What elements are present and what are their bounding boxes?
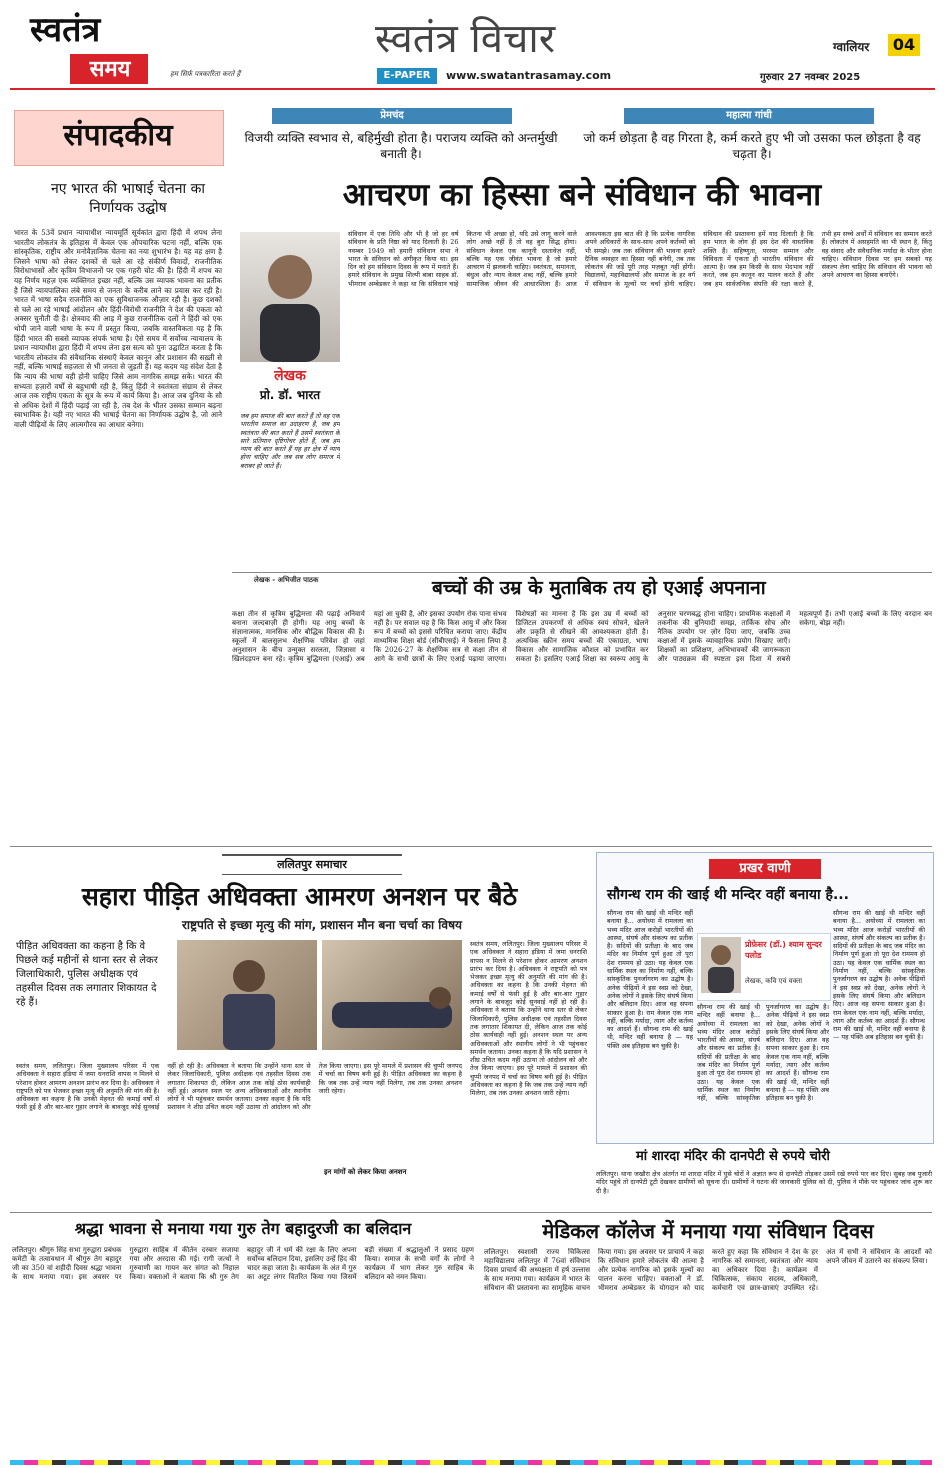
divider-3: [10, 1212, 932, 1213]
ai-author: लेखक - अभिजीत पाठक: [254, 576, 319, 584]
lalitpur-banner: ललितपुर समाचार: [222, 854, 402, 875]
logo-top: स्वतंत्र: [30, 10, 101, 50]
medical-headline: मेडिकल कॉलेज में मनाया गया संविधान दिवस: [542, 1219, 874, 1243]
author-portrait-icon: [701, 937, 741, 993]
lalitpur-body-left: स्वतंत्र समय, ललितपुर। जिला मुख्यालय परिसर में एक अधिवक्ता ने सहारा इंडिया में जमा धनराशि वापस न मिलने से परेशान होकर आमरण अनशन प्रारंभ कर दिया है। अधिवक्ता ने राष्ट्रपति को पत्र भेजकर इच्छा मृत्यु की अनुमति की मांग की है। अधिवक्ता का कहना है कि उनकी मेहनत की कमाई वर्षों से फंसी हुई है और बार-बार गुहार लगाने के बावजूद कोई सुनवाई नहीं हो रही है। अधिवक्ता ने बताया कि उन्होंने थाना स्तर से लेकर जिलाधिकारी, पुलिस अधीक्षक एवं तहसील दिवस तक लगातार शिकायत दी, लेकिन आज तक कोई ठोस कार्यवाही नहीं हुई। अनशन स्थल पर अन्य अधिवक्ताओं और स्थानीय लोगों ने भी पहुंचकर समर्थन जताया। उनका कहना है कि यदि प्रशासन ने शीघ्र उचित कदम नहीं उठाया तो आंदोलन को और तेज किया जाएगा। इस पूरे मामले में प्रशासन की चुप्पी जनपद में चर्चा का विषय बनी हुई है। पीड़ित अधिवक्ता का कहना है कि जब तक उन्हें न्याय नहीं मिलेगा, तब तक उनका अनशन जारी रहेगा।: [16, 1062, 462, 1112]
paper-name: स्वतंत्र विचार: [375, 16, 556, 62]
prakhar-headline: सौगन्ध राम की खाई थी मन्दिर वहीं बनाया है...: [607, 887, 849, 903]
main-body: संविधान में एक तिथि और भी है जो हर वर्ष संविधान के प्रति निष्ठा को याद दिलाती है। 26 नवम्बर 1949 को हमारी संविधान सभा ने भारत के संविधान को अंगीकृत किया था। इस दिन को हम संविधान दिवस के रूप में मनाते हैं। हमारे संविधान के प्रमुख शिल्पी बाबा साहब डॉ. भीमराव अम्बेडकर ने कहा था कि संविधान चाहे कितना भी अच्छा हो, यदि उसे लागू करने वाले लोग अच्छे नहीं हैं तो वह बुरा सिद्ध होगा। संविधान केवल एक कानूनी दस्तावेज़ नहीं, बल्कि यह एक जीवंत भावना है जो हमारे आचरण में झलकनी चाहिए। स्वतंत्रता, समानता, बंधुत्व और न्याय केवल शब्द नहीं, बल्कि हमारे सामाजिक जीवन की आधारशिला हैं। आज आवश्यकता इस बात की है कि प्रत्येक नागरिक अपने अधिकारों के साथ-साथ अपने कर्तव्यों को भी समझे। जब तक संविधान की भावना हमारे दैनिक व्यवहार का हिस्सा नहीं बनेगी, तब तक लोकतंत्र की जड़ें पूरी तरह मज़बूत नहीं होंगी। विद्यालयों, महाविद्यालयों और समाज के हर वर्ग में संविधान के मूल्यों पर चर्चा होनी चाहिए। संविधान की प्रस्तावना हमें याद दिलाती है कि हम भारत के लोग ही इस देश की वास्तविक शक्ति हैं। सहिष्णुता, परस्पर सम्मान और विविधता में एकता ही भारतीय संविधान की आत्मा है। जब हम किसी के साथ भेदभाव नहीं करते, जब हम कानून का पालन करते हैं और जब हम सार्वजनिक संपत्ति की रक्षा करते हैं, तभी हम सच्चे अर्थों में संविधान का सम्मान करते हैं। लोकतंत्र में असहमति का भी स्थान है, किंतु वह संवाद और संवैधानिक मर्यादा के भीतर होना चाहिए। संविधान दिवस पर हम सबको यह संकल्प लेना चाहिए कि संविधान की भावना को अपने आचरण का हिस्सा बनाएँगे।: [348, 230, 932, 288]
editorial-body: भारत के 53वें प्रधान न्यायाधीश न्यायमूर्ति सूर्यकांत द्वारा हिंदी में शपथ लेना भारतीय लोकतंत्र के इतिहास में केवल एक औपचारिक घटना नहीं, बल्कि एक सांस्कृतिक, राष्ट्रीय और मनोवैज्ञानिक चेतना का नया शुभारंभ है। यह वह क्षण है जिसने भाषा को लेकर दशकों से चले आ रहे संकीर्ण विवादों, राजनीतिक विरोधाभासों और कृत्रिम विभाजनों पर एक गहरी चोट की है। हिंदी में शपथ का यह निर्णय महज़ एक व्यक्तिगत इच्छा नहीं, बल्कि उस व्यापक भावना का प्रतीक है जिसे न्यायपालिका लंबे समय से जनता के करीब लाने का प्रयास कर रही है। भारत में भाषा सदैव राजनीति का एक सुविधाजनक औज़ार रही है। कुछ दशकों से चले आ रहे भाषाई आंदोलन और हिंदी-विरोधी राजनीति ने देश की एकता को अक्सर चुनौती दी है। क्षेत्रवाद की आड़ में कुछ राजनीतिक दलों ने हिंदी को एक थोपी जाने वाली भाषा के रूप में प्रस्तुत किया, जबकि वास्तविकता यह है कि हिंदी भारत की सबसे व्यापक संपर्क भाषा है। ऐसे समय में सर्वोच्च न्यायालय के प्रधान न्यायाधीश द्वारा हिंदी में शपथ लेना इस सत्य को पुनः उद्घाटित करता है कि भारतीय लोकतंत्र की संवैधानिक संस्थाएँ केवल कानून और प्रशासन की सख़्ती से नहीं, बल्कि भाषाई सहजता से भी जनता से जुड़ती हैं। यह कदम यह संदेश देता है कि न्याय की भाषा वही होनी चाहिए जिसे आम नागरिक समझ सके। भारत की सभ्यता हज़ारों वर्षों से बहुभाषी रही है, किंतु हिंदी ने स्वतंत्रता संग्राम से लेकर आज तक राष्ट्रीय एकता के सूत्र के रूप में कार्य किया है। आज जब दुनिया के सौ से अधिक देशों में हिंदी पढ़ाई जा रही है, तब देश के भीतर उसका सम्मान बढ़ना स्वाभाविक है। यही नए भारत की भाषाई चेतना का निर्णायक उद्घोष है, जो आने वाली पीढ़ियों के लिए आत्मगौरव का आधार बनेगा।: [14, 228, 222, 429]
city-label: ग्वालियर: [833, 40, 870, 54]
medical-article: [484, 1218, 932, 1456]
divider-2: [10, 846, 932, 847]
prakhar-body-mid: सौगन्ध राम की खाई थी मन्दिर वहीं बनाया है... अयोध्या में रामलला का भव्य मंदिर आज करोड़ों भारतीयों की आस्था, संघर्ष और संकल्प का प्रतीक है। सदियों की प्रतीक्षा के बाद जब मंदिर का निर्माण पूर्ण हुआ तो पूरा देश राममय हो उठा। यह केवल एक धार्मिक स्थल का निर्माण नहीं, बल्कि सांस्कृतिक पुनर्जागरण का उद्घोष है। अनेक पीढ़ियों ने इस स्वप्न को देखा, अनेक लोगों ने इसके लिए संघर्ष किया और बलिदान दिए। आज वह सपना साकार हुआ है। राम केवल एक नाम नहीं, बल्कि मर्यादा, त्याग और कर्तव्य का आदर्श हैं। सौगन्ध राम की खाई थी, मन्दिर वहीं बनाया है — यह पंक्ति अब इतिहास बन चुकी है।: [697, 1003, 829, 1103]
quote-text-premchand: विजयी व्यक्ति स्वभाव से, बहिर्मुखी होता है। पराजय व्यक्ति को अन्तर्मुखी बनाती है।: [244, 131, 558, 161]
lalitpur-section: [12, 850, 587, 1180]
shraddha-body: ललितपुर। श्रीगुरु सिंह सभा गुरुद्वारा प्रबंधक कमेटी के तत्वावधान में श्रीगुरु तेग बहादुर जी का 350 वां शहीदी दिवस श्रद्धा भावना के साथ मनाया गया। इस अवसर पर गुरुद्वारा साहिब में कीर्तन दरबार सजाया गया और अरदास की गई। रागी जत्थों ने गुरुवाणी का गायन कर संगत को निहाल किया। वक्ताओं ने बताया कि श्री गुरु तेग बहादुर जी ने धर्म की रक्षा के लिए अपना सर्वोच्च बलिदान दिया, इसलिए उन्हें हिंद की चादर कहा जाता है। कार्यक्रम के अंत में गुरु का अटूट लंगर वितरित किया गया जिसमें बड़ी संख्या में श्रद्धालुओं ने प्रसाद ग्रहण किया। समाज के सभी वर्गों के लोगों ने कार्यक्रम में भाग लेकर गुरु साहिब के बलिदान को नमन किया।: [12, 1246, 474, 1281]
prakhar-section: [596, 852, 934, 1144]
divider-1: [232, 572, 932, 573]
theft-body: ललितपुर। थाना जखौरा क्षेत्र अंतर्गत मां शारदा मंदिर में घुसे चोरों ने अज्ञात रूप से दानपेटी तोड़कर उसमें रखे रुपये पार कर दिए। सुबह जब पुजारी मंदिर पहुंचे तो दानपेटी टूटी देखकर ग्रामीणों को सूचना दी। ग्रामीणों ने घटना की जानकारी पुलिस को दी, पुलिस ने मौके पर पहुंचकर जांच शुरू कर दी है।: [596, 1170, 932, 1195]
author-photo: [240, 232, 340, 362]
ai-article: [232, 576, 932, 841]
shraddha-headline: श्रद्धा भावना से मनाया गया गुरु तेग बहादुरजी का बलिदान: [74, 1219, 412, 1238]
quote-author-gandhi: महात्मा गांधी: [624, 108, 874, 124]
theft-news: [596, 1148, 932, 1210]
masthead: [0, 0, 945, 92]
lalitpur-subheadline: राष्ट्रपति से इच्छा मृत्यु की मांग, प्रशासन मौन बना चर्चा का विषय: [181, 918, 462, 932]
website-link[interactable]: www.swatantrasamay.com: [446, 69, 612, 82]
page-number: 04: [888, 34, 920, 56]
theft-headline: मां शारदा मंदिर की दानपेटी से रुपये चोरी: [636, 1149, 830, 1164]
editorial-title: संपादकीय: [63, 118, 173, 153]
person-photo-icon: [177, 940, 317, 1050]
prakhar-author-photo: [701, 937, 741, 993]
editorial-section: [14, 100, 222, 872]
author-name: प्रो. डॉ. भारत: [259, 388, 321, 402]
masthead-rule: [10, 88, 935, 90]
prakhar-author-role: लेखक, कवि एवं वक्ता: [745, 977, 803, 985]
quote-text-gandhi: जो कर्म छोड़ता है वह गिरता है, कर्म करते हुए भी जो उसका फल छोड़ता है वह चढ़ता है।: [583, 131, 921, 161]
prakhar-body: सौगन्ध राम की खाई थी मन्दिर वहीं बनाया है... अयोध्या में रामलला का भव्य मंदिर आज करोड़ों भारतीयों की आस्था, संघर्ष और संकल्प का प्रतीक है। सदियों की प्रतीक्षा के बाद जब मंदिर का निर्माण पूर्ण हुआ तो पूरा देश राममय हो उठा। यह केवल एक धार्मिक स्थल का निर्माण नहीं, बल्कि सांस्कृतिक पुनर्जागरण का उद्घोष है। अनेक पीढ़ियों ने इस स्वप्न को देखा, अनेक लोगों ने इसके लिए संघर्ष किया और बलिदान दिए। आज वह सपना साकार हुआ है। राम केवल एक नाम नहीं, बल्कि मर्यादा, त्याग और कर्तव्य का आदर्श हैं। सौगन्ध राम की खाई थी, मन्दिर वहीं बनाया है — यह पंक्ति अब इतिहास बन चुकी है।: [607, 909, 693, 1050]
editorial-headline: नए भारत की भाषाई चेतना का निर्णायक उद्घोष: [50, 181, 206, 216]
epaper-label: E-PAPER: [377, 68, 437, 84]
tagline: हम सिर्फ़ पत्रकारिता करते हैं: [170, 70, 241, 78]
ai-body: कक्षा तीन से कृत्रिम बुद्धिमत्ता की पढ़ाई अनिवार्य बनाना जल्दबाज़ी ही होगी। यह आयु बच्चों के संज्ञानात्मक, मानसिक और बौद्धिक विकास की है। स्कूलों में बालसुलभ शैक्षणिक परिवेश हो जहां अनुशासन के बीच उन्मुक्त सरलता, जिज्ञासा व खिलंदड़पन बना रहे। कृत्रिम बुद्धिमत्ता (एआई) अब यहां आ चुकी है, और इसका उपयोग रोक पाना संभव नहीं है। पर सवाल यह है कि किस आयु में और किस रूप में बच्चों को इससे परिचित कराया जाए। केंद्रीय माध्यमिक शिक्षा बोर्ड (सीबीएसई) ने फैसला लिया है कि 2026-27 के शैक्षणिक सत्र से कक्षा तीन से आगे के सभी छात्रों के लिए एआई पढ़ाया जाएगा। विशेषज्ञों का मानना है कि इस उम्र में बच्चों को डिजिटल उपकरणों से अधिक स्वयं सोचने, खेलने और प्रकृति से सीखने की आवश्यकता होती है। अत्यधिक स्क्रीन समय बच्चों की एकाग्रता, भाषा विकास और सामाजिक कौशल को प्रभावित कर सकता है। इसलिए एआई शिक्षा का स्वरूप आयु के अनुसार चरणबद्ध होना चाहिए। प्राथमिक कक्षाओं में तकनीक की बुनियादी समझ, तार्किक सोच और नैतिक उपयोग पर ज़ोर दिया जाए, जबकि उच्च कक्षाओं में इसके व्यावहारिक प्रयोग सिखाए जाएँ। शिक्षकों का प्रशिक्षण, अभिभावकों की जागरूकता और पाठ्यक्रम की स्पष्टता इस दिशा में सबसे महत्वपूर्ण हैं। तभी एआई बच्चों के लिए वरदान बन सकेगा, बोझ नहीं।: [232, 610, 932, 663]
print-registration-strip: [10, 1460, 932, 1465]
medical-body: ललितपुर। स्वशासी राज्य चिकित्सा महाविद्यालय ललितपुर में 76वां संविधान दिवस प्राचार्य की अध्यक्षता में हर्ष उल्लास के साथ मनाया गया। कार्यक्रम में भारत के संविधान की प्रस्तावना का सामूहिक वाचन किया गया। इस अवसर पर प्राचार्य ने कहा कि संविधान हमारे लोकतंत्र की आत्मा है और प्रत्येक नागरिक को इसके मूल्यों का पालन करना चाहिए। वक्ताओं ने डॉ. भीमराव अम्बेडकर के योगदान को याद करते हुए कहा कि संविधान ने देश के हर नागरिक को समानता, स्वतंत्रता और न्याय का अधिकार दिया है। कार्यक्रम में चिकित्सक, संकाय सदस्य, अधिकारी, कर्मचारी एवं छात्र-छात्राएं उपस्थित रहे। अंत में सभी ने संविधान के आदर्शों को अपने जीवन में उतारने का संकल्प लिया।: [484, 1248, 932, 1292]
quote-gandhi: [574, 108, 930, 166]
lalitpur-photo-2: [322, 940, 462, 1050]
prakhar-body-right: सौगन्ध राम की खाई थी मन्दिर वहीं बनाया है... अयोध्या में रामलला का भव्य मंदिर आज करोड़ों भारतीयों की आस्था, संघर्ष और संकल्प का प्रतीक है। सदियों की प्रतीक्षा के बाद जब मंदिर का निर्माण पूर्ण हुआ तो पूरा देश राममय हो उठा। यह केवल एक धार्मिक स्थल का निर्माण नहीं, बल्कि सांस्कृतिक पुनर्जागरण का उद्घोष है। अनेक पीढ़ियों ने इस स्वप्न को देखा, अनेक लोगों ने इसके लिए संघर्ष किया और बलिदान दिए। आज वह सपना साकार हुआ है। राम केवल एक नाम नहीं, बल्कि मर्यादा, त्याग और कर्तव्य का आदर्श हैं। सौगन्ध राम की खाई थी, मन्दिर वहीं बनाया है — यह पंक्ति अब इतिहास बन चुकी है।: [833, 909, 925, 1042]
author-label: लेखक: [274, 368, 306, 384]
lalitpur-pull: इन मांगों को लेकर किया अनशन: [324, 1168, 407, 1176]
quote-premchand: [232, 108, 570, 166]
issue-date: गुरुवार 27 नवम्बर 2025: [760, 72, 861, 83]
lalitpur-headline: सहारा पीड़ित अधिवक्ता आमरण अनशन पर बैठे: [81, 882, 518, 911]
lalitpur-body-right: स्वतंत्र समय, ललितपुर। जिला मुख्यालय परिसर में एक अधिवक्ता ने सहारा इंडिया में जमा धनराशि वापस न मिलने से परेशान होकर आमरण अनशन प्रारंभ कर दिया है। अधिवक्ता ने राष्ट्रपति को पत्र भेजकर इच्छा मृत्यु की अनुमति की मांग की है। अधिवक्ता का कहना है कि उनकी मेहनत की कमाई वर्षों से फंसी हुई है और बार-बार गुहार लगाने के बावजूद कोई सुनवाई नहीं हो रही है। अधिवक्ता ने बताया कि उन्होंने थाना स्तर से लेकर जिलाधिकारी, पुलिस अधीक्षक एवं तहसील दिवस तक लगातार शिकायत दी, लेकिन आज तक कोई ठोस कार्यवाही नहीं हुई। अनशन स्थल पर अन्य अधिवक्ताओं और स्थानीय लोगों ने भी पहुंचकर समर्थन जताया। उनका कहना है कि यदि प्रशासन ने शीघ्र उचित कदम नहीं उठाया तो आंदोलन को और तेज किया जाएगा। इस पूरे मामले में प्रशासन की चुप्पी जनपद में चर्चा का विषय बनी हुई है। पीड़ित अधिवक्ता का कहना है कि जब तक उन्हें न्याय नहीं मिलेगा, तब तक उनका अनशन जारी रहेगा।: [470, 940, 587, 1098]
main-article: [232, 170, 932, 570]
lalitpur-callout: पीड़ित अधिवक्ता का कहना है कि वे पिछले कई महीनों से थाना स्तर से लेकर जिलाधिकारी, पुलिस अधीक्षक एवं तहसील दिवस तक लगातार शिकायत दे रहे हैं।: [16, 941, 158, 1008]
prakhar-author-name: प्रोफ़ेसर (डॉ.) श्याम सुन्दर पलोड: [745, 940, 822, 960]
lalitpur-photo-1: [177, 940, 317, 1050]
ai-headline: बच्चों की उम्र के मुताबिक तय हो एआई अपनाना: [432, 577, 766, 599]
prakhar-banner: प्रखर वाणी: [709, 859, 821, 879]
author-silhouette-icon: [240, 232, 340, 362]
main-intro: जब हम समाज की बात करते हैं तो वह एक भारतीय समाज का उदाहरण है, जब हम स्वतंत्रता की बात करते हैं उसमें स्वतंत्रता के सारे प्रतिमान दृष्टिगोचर होते हैं, जब हम न्याय की बात करते हैं यह हर क्षेत्र में न्याय होना चाहिए और जब सब लोग समाज में बराबर हो जाते हैं।: [240, 412, 340, 470]
quote-author-premchand: प्रेमचंद: [272, 108, 512, 124]
shraddha-article: [12, 1218, 474, 1456]
main-headline: आचरण का हिस्सा बने संविधान की भावना: [342, 177, 822, 213]
logo-bottom: समय: [89, 56, 131, 82]
reclining-person-icon: [322, 940, 462, 1050]
